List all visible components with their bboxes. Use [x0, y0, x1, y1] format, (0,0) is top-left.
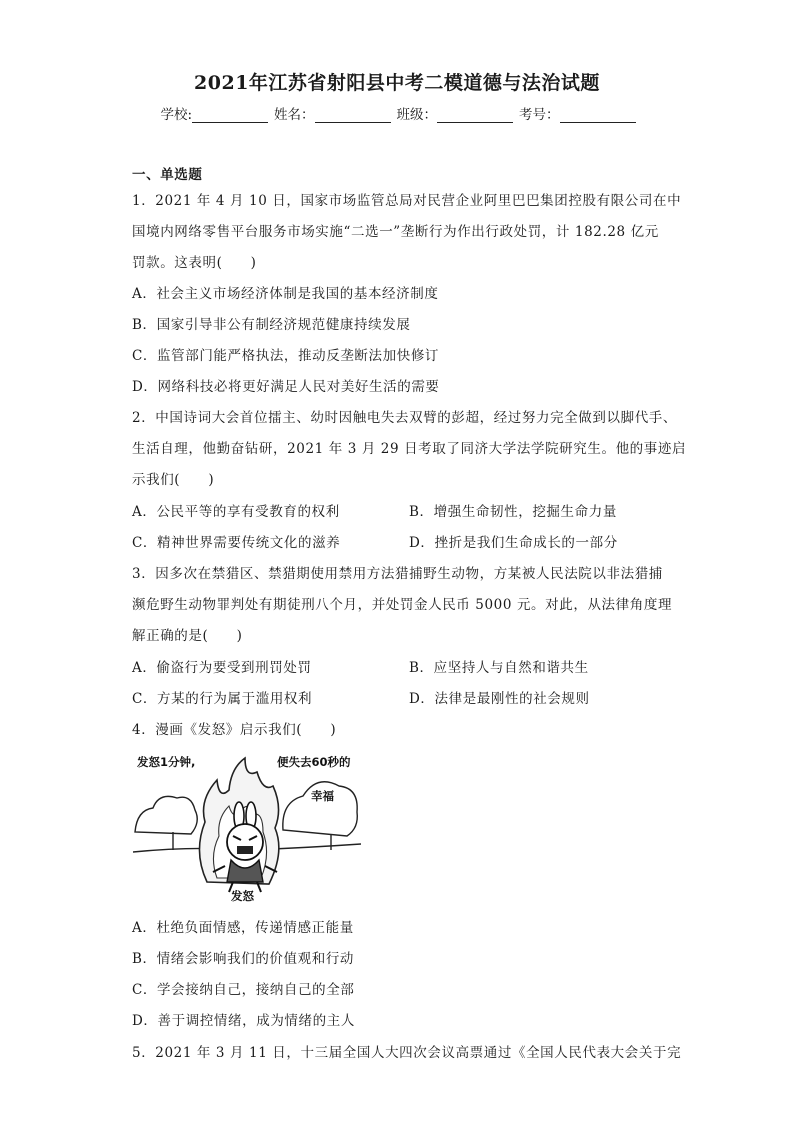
q2-stem-line-3: 示我们( ) — [132, 472, 215, 488]
cartoon-caption-bottom: 发怒 — [231, 889, 254, 902]
q1-stem-line-2: 国境内网络零售平台服务市场实施“二选一”垄断行为作出行政处罚，计 182.28 亿元 — [132, 224, 659, 240]
page-title: 2021年江苏省射阳县中考二模道德与法治试题 — [194, 72, 600, 94]
q2-stem-line-1: 2．中国诗词大会首位擂主、幼时因触电失去双臂的彭超，经过努力完全做到以脚代手、 — [132, 410, 677, 426]
school-label: 学校: — [160, 107, 193, 123]
q3-stem-line-3: 解正确的是( ) — [132, 628, 243, 644]
q1-option-d: D．网络科技必将更好满足人民对美好生活的需要 — [132, 379, 440, 395]
q2-stem-line-2: 生活自理，他勤奋钻研，2021 年 3 月 29 日考取了同济大学法学院研究生。他的事迹启 — [132, 441, 687, 457]
q4-option-a: A．杜绝负面情感，传递情感正能量 — [132, 920, 354, 936]
q3-option-a: A．偷盗行为要受到刑罚处罚 — [132, 660, 312, 676]
cartoon-caption-right: 便失去60秒的 — [277, 755, 351, 769]
cartoon-caption-happiness: 幸福 — [311, 789, 334, 803]
q1-option-b: B．国家引导非公有制经济规范健康持续发展 — [132, 317, 411, 333]
q4-option-b: B．情绪会影响我们的价值观和行动 — [132, 951, 355, 967]
q3-option-d: D．法律是最刚性的社会规则 — [409, 691, 590, 707]
q1-stem-line-3: 罚款。这表明( ) — [132, 255, 257, 271]
school-blank[interactable] — [192, 108, 268, 123]
name-label: 姓名： — [274, 107, 315, 123]
number-label: 考号： — [519, 107, 560, 123]
q1-option-a: A．社会主义市场经济体制是我国的基本经济制度 — [132, 286, 439, 302]
q5-stem-line-1: 5．2021 年 3 月 11 日，十三届全国人大四次会议高票通过《全国人民代表大会关于完 — [132, 1045, 682, 1061]
q2-option-b: B．增强生命韧性，挖掘生命力量 — [409, 504, 617, 520]
q4-stem-line-1: 4．漫画《发怒》启示我们( ) — [132, 722, 337, 738]
number-blank[interactable] — [560, 108, 636, 123]
name-blank[interactable] — [315, 108, 391, 123]
q3-option-b: B．应坚持人与自然和谐共生 — [409, 660, 589, 676]
anger-cartoon-image — [133, 752, 361, 902]
q2-option-c: C．精神世界需要传统文化的滋养 — [132, 535, 341, 551]
q3-stem-line-1: 3．因多次在禁猎区、禁猎期使用禁用方法猎捕野生动物，方某被人民法院以非法猎捕 — [132, 566, 663, 582]
q4-option-d: D．善于调控情绪，成为情绪的主人 — [132, 1013, 355, 1029]
q3-stem-line-2: 濒危野生动物罪判处有期徒刑八个月，并处罚金人民币 5000 元。对此，从法律角度理 — [132, 597, 673, 613]
class-label: 班级： — [396, 107, 438, 123]
q1-option-c: C．监管部门能严格执法，推动反垄断法加快修订 — [132, 348, 440, 364]
q2-option-a: A．公民平等的享有受教育的权利 — [132, 504, 340, 520]
cartoon-caption-left: 发怒1分钟, — [137, 755, 196, 769]
q4-option-c: C．学会接纳自己，接纳自己的全部 — [132, 982, 355, 998]
section-heading: 一、单选题 — [132, 167, 203, 183]
student-info-row — [0, 103, 794, 123]
q3-option-c: C．方某的行为属于滥用权利 — [132, 691, 313, 707]
class-blank[interactable] — [437, 108, 513, 123]
q2-option-d: D．挫折是我们生命成长的一部分 — [409, 535, 618, 551]
q1-stem-line-1: 1．2021 年 4 月 10 日，国家市场监管总局对民营企业阿里巴巴集团控股有限公司在中 — [132, 193, 682, 209]
